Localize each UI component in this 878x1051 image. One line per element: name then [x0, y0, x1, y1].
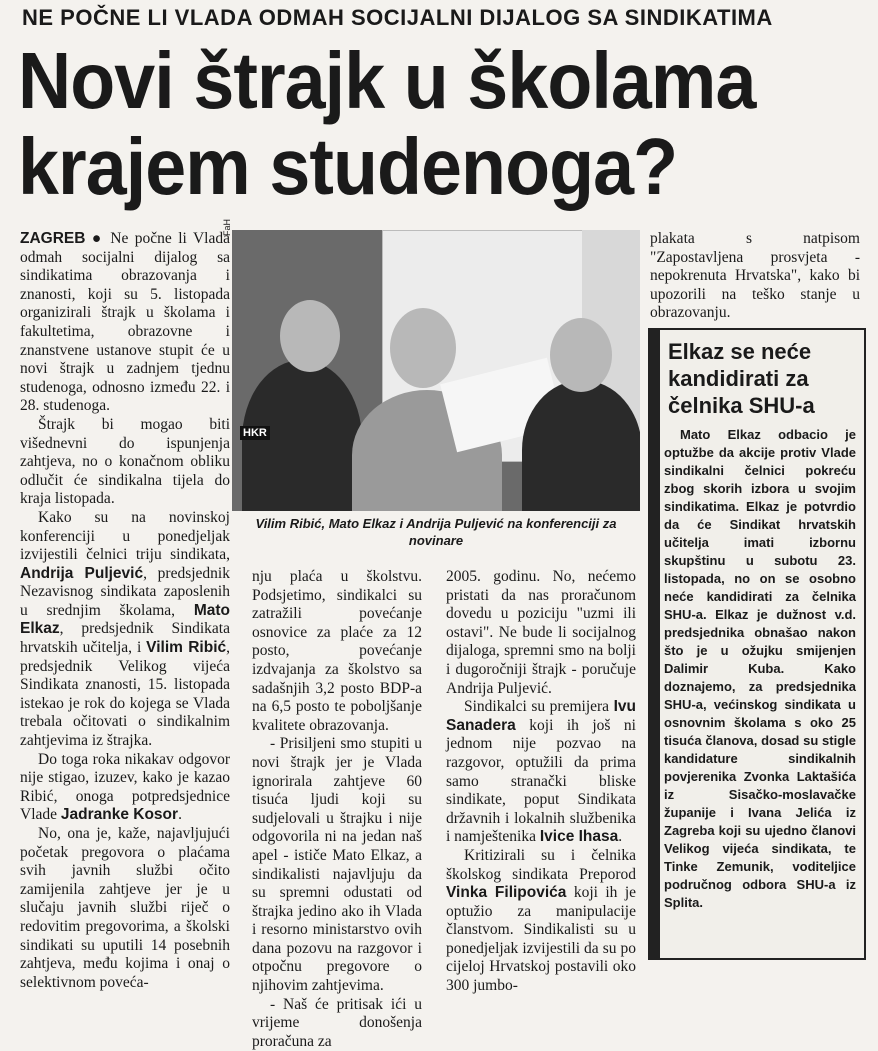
article-paragraph: plakata s natpisom "Zapostavljena prosvjeta - nepokrenuta Hrvatska", kako bi upozorili na teško stanje u obrazovanju.: [650, 230, 860, 322]
person-name: Vilim Ribić: [146, 639, 227, 657]
article-paragraph: [446, 847, 636, 996]
paragraph-text: .: [178, 806, 182, 824]
person-name: Mato Elkaz: [20, 601, 230, 638]
photo-credit: FaH: [222, 218, 232, 236]
article-paragraph: No, ona je, kaže, najavljujući početak pregovora o plaćama svih javnih službi očito zamijenila zahtjeve jer je u slučaju javnih službi riječ o redovitim pregovorima, a školski sindikati su uputili 14 posebnih zahtjeva, među kojima i onaj o selektivnom poveća-: [20, 825, 230, 991]
bullet-icon: ●: [91, 230, 104, 247]
photo-person-head: [550, 318, 612, 392]
paragraph-text: , predsjednik Nezavisnog sindikata zaposlenih u srednjim školama,: [20, 564, 230, 619]
dateline: ZAGREB: [20, 230, 86, 247]
headline-line-2: krajem studenoga?: [18, 122, 678, 211]
person-name: Ivice Ihasa: [539, 828, 619, 846]
sidebar-body: Mato Elkaz odbacio je optužbe da akcije protiv Vlade sindikalni čelnici pokreću zbog skorih izbora u svojim sindikatima. Elkaz je potvrdio da će Sindikat hrvatskih učitelja imati izbornu skupštinu u subotu 23. listopada, no on se osobno neće kandidirati za čelnika SHU-a. Elkaz je dužnost v.d. predsjednika obnašao nakon što je u ožujku smijenjen Dalimir Kuba. Kako doznajemo, za predsjednika SHU-a, većinskog sindikata u osnovnim školama s oko 25 tisuća članova, dosad su stigle kandidature sindikalnih povjerenika Zvonka Laktašića iz Sisačko-moslavačke županije i Ivana Jelića iz Zagreba koji su ujedno članovi Velikog vijeća sindikata, te Tinke Zemunik, voditeljice područnog odbora SHU-a iz Splita.: [664, 427, 856, 910]
article-column-1: [20, 230, 230, 992]
paragraph-text: Kritizirali su i čelnika školskog sindikata Preporod: [446, 846, 636, 883]
headline-line-1: Novi štrajk u školama: [18, 36, 756, 125]
article-column-3: [446, 568, 636, 996]
person-name: Ivu Sanadera: [446, 698, 636, 734]
article-paragraph: [20, 509, 230, 751]
article-paragraph: [20, 751, 230, 825]
photo-person: [522, 380, 640, 511]
photo-person-head: [280, 300, 340, 372]
person-name: Vinka Filipovića: [446, 884, 567, 902]
article-paragraph: [20, 230, 230, 416]
article-paragraph: - Naš će pritisak ići u vrijeme donošenja proračuna za: [252, 995, 422, 1050]
sidebar-box: [648, 328, 866, 960]
photo-person-head: [390, 308, 456, 388]
kicker: NE POČNE LI VLADA ODMAH SOCIJALNI DIJALOG SA SINDIKATIMA: [22, 5, 773, 30]
paragraph-text: koji ih je optužio za manipulacije članstvom. Sindikalisti su u ponedjeljak izvijestili da su po cijeloj Hrvatskoj postavili oko 300 jumbo-: [446, 884, 637, 995]
article-paragraph: [446, 698, 636, 847]
paragraph-text: Kako su na novinskoj konferenciji u ponedjeljak izvijestili čelnici triju sindikata,: [20, 508, 230, 564]
person-name: Andrija Puljević: [20, 564, 144, 582]
press-photo: [232, 230, 640, 511]
hkr-logo: HKR: [240, 426, 270, 440]
paragraph-text: Ne počne li Vlada odmah socijalni dijalog sa sindikatima obrazovanja i znanosti, koji su 5. listopada organizirali štrajk u školama i fakultetima, obrazovne i znanstvene ustanove stupit će u novi štrajk u zadnjem tjednu studenoga, odnosno između 22. i 28. studenoga.: [20, 230, 230, 415]
article-paragraph: Štrajk bi mogao biti višednevni do ispunjenja zahtjeva, no o konačnom obliku odlučit će sindikalna tijela do kraja listopada.: [20, 415, 230, 508]
person-name: Jadranke Kosor: [60, 806, 179, 824]
paragraph-text: koji ih još ni jednom nije pozvao na razgovor, optužili da prima samo stranački bliske sindikate, poput Sindikata državnih i lokalnih službenika i namještenika: [446, 716, 636, 846]
article-paragraph: 2005. godinu. No, nećemo pristati da nas proračunom dovedu u poziciju "uzmi ili ostavi". Ne bude li socijalnog dijaloga, spremni smo na bolji i dugoročniji štrajk - poručuje Andrija Puljević.: [446, 568, 636, 697]
photo-caption: Vilim Ribić, Mato Elkaz i Andrija Puljević na konferenciji za novinare: [255, 516, 617, 548]
article-column-2: [252, 568, 422, 1051]
paragraph-text: , predsjednik Velikog vijeća Sindikata znanosti, 15. listopada istekao je rok do kojega se Vlada trebala očitovati o sindikalnim zahtjevima iz štrajka.: [20, 639, 231, 750]
headline: [18, 38, 800, 210]
article-paragraph: - Prisiljeni smo stupiti u novi štrajk jer je Vlada ignorirala zahtjeve 60 tisuća ljudi koji su sudjelovali u štrajku i nije odgovorila ni na jedan naš apel - ističe Mato Elkaz, a sindikalisti najavljuju da su spremni odustati od štrajka jedino ako ih Vlada i resorno ministarstvo ovih dana pozovu na razgovor i otpočnu pregovore o njihovim zahtjevima.: [252, 735, 422, 995]
paragraph-text: Do toga roka nikakav odgovor nije stigao, izuzev, kako je kazao Ribić, onoga potpredsjednice Vlade: [20, 750, 230, 824]
paragraph-text: , predsjednik Sindikata hrvatskih učitelja, i: [20, 620, 230, 657]
article-paragraph: nju plaća u školstvu. Podsjetimo, sindikalci su zatražili povećanje osnovice za plaće za 12 posto, povećanje izdvajanja za školstvo sa sadašnjih 3,2 posto BDP-a na 6,5 posto te poboljšanje kvalitete obrazovanja.: [252, 568, 422, 734]
sidebar-title: Elkaz se neće kandidirati za čelnika SHU-a: [668, 339, 815, 418]
paragraph-text: .: [618, 828, 623, 846]
paragraph-text: Sindikalci su premijera: [464, 698, 610, 716]
sidebar-accent-bar: [650, 330, 660, 958]
